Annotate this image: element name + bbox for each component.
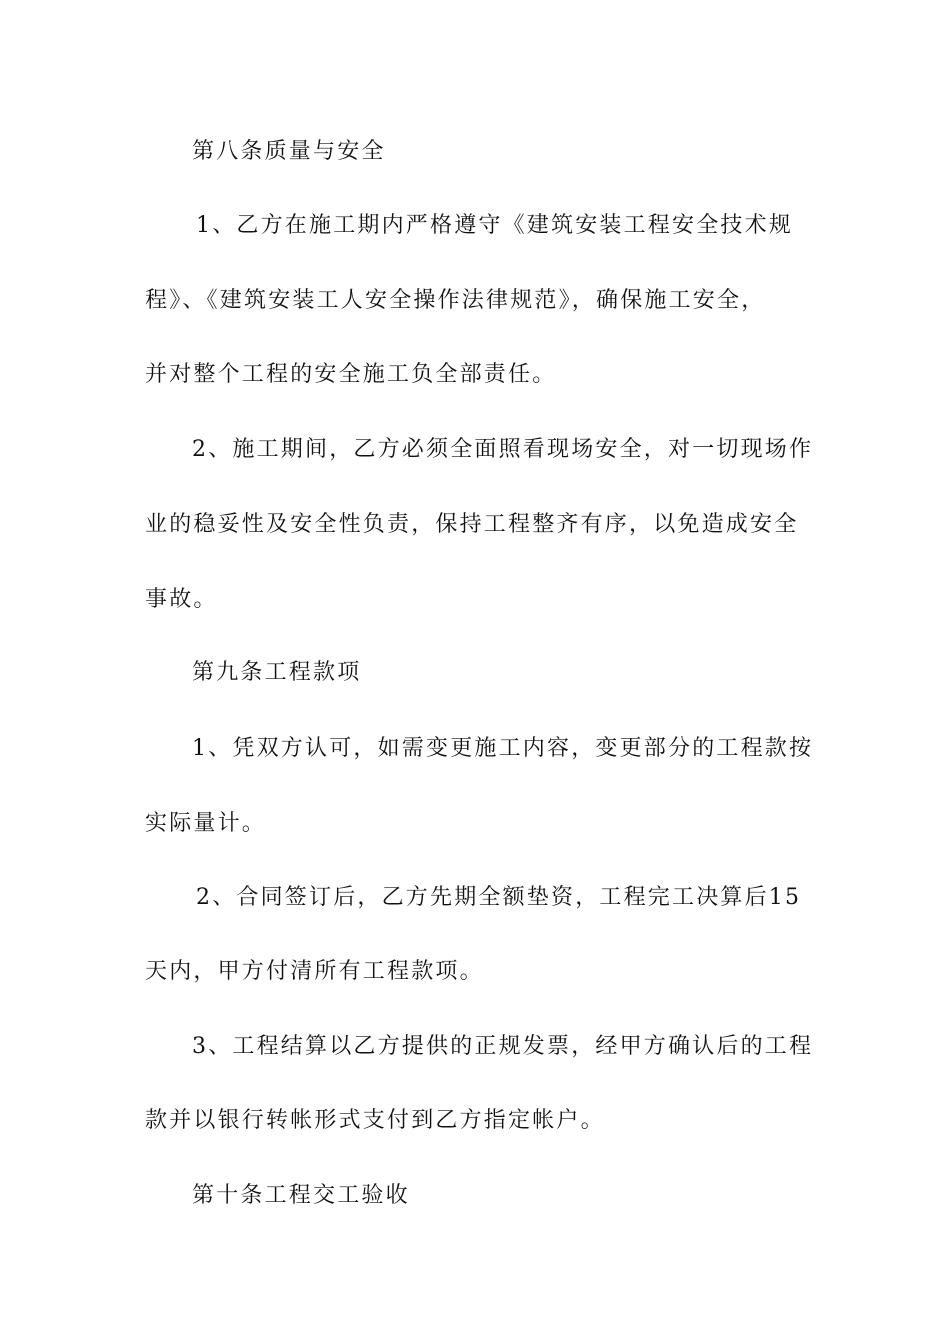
paragraph-line: 2、合同签订后，乙方先期全额垫资，工程完工决算后15 (196, 885, 802, 910)
paragraph-line: 实际量计。 (145, 811, 267, 836)
section-heading-8: 第八条质量与安全 (192, 139, 386, 164)
paragraph-line: 并对整个工程的安全施工负全部责任。 (145, 362, 557, 387)
section-heading-10: 第十条工程交工验收 (192, 1183, 410, 1208)
section-heading-9: 第九条工程款项 (192, 660, 362, 685)
paragraph-line: 业的稳妥性及安全性负责，保持工程整齐有序，以免造成安全 (145, 512, 799, 537)
paragraph-line: 1、凭双方认可，如需变更施工内容，变更部分的工程款按 (192, 736, 814, 761)
paragraph-line: 程》、《建筑安装工人安全操作法律规范》，确保施工安全， (145, 288, 766, 313)
paragraph-line: 事故。 (145, 587, 218, 612)
paragraph-line: 3、工程结算以乙方提供的正规发票，经甲方确认后的工程 (192, 1034, 814, 1059)
paragraph-line: 天内，甲方付清所有工程款项。 (145, 959, 484, 984)
paragraph-line: 2、施工期间，乙方必须全面照看现场安全，对一切现场作 (192, 437, 814, 462)
paragraph-line: 1、乙方在施工期内严格遵守《建筑安装工程安全技术规 (196, 213, 793, 238)
paragraph-line: 款并以银行转帐形式支付到乙方指定帐户。 (145, 1108, 605, 1133)
